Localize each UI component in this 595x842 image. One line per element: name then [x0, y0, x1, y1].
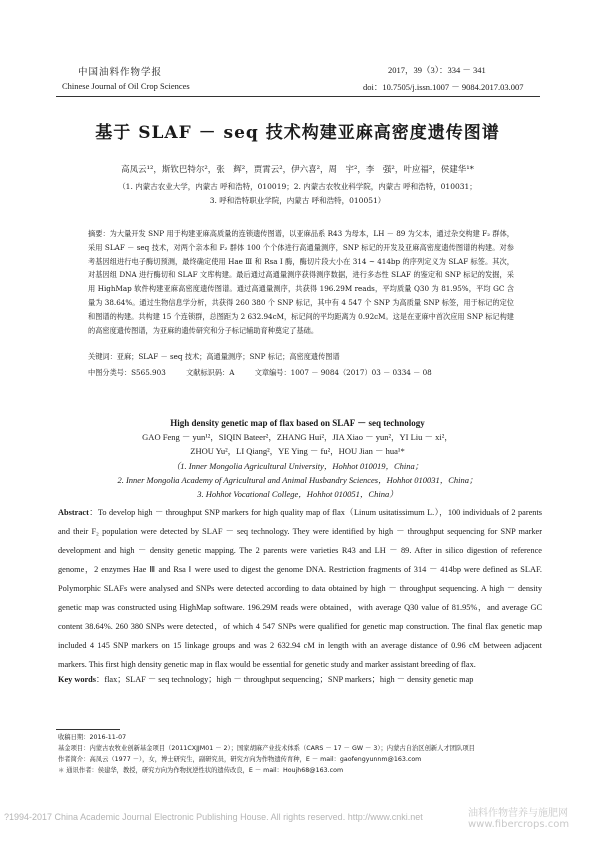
watermark [468, 808, 569, 830]
clc-number: 中图分类号：S565.903 [88, 368, 166, 377]
affiliation-cn-line: 3. 呼和浩特职业学院，内蒙古 呼和浩特，010051） [209, 196, 386, 205]
footnote-corresponding: ＊ 通讯作者：侯建华，教授，研究方向为作物抗逆性状的遗传改良，E － mail：Houjh68@163.com [58, 767, 344, 774]
affiliation-en-line: 3. Hohhot Vocational College，Hohhot 010051，China） [197, 489, 398, 499]
keywords-cn: 关键词：亚麻；SLAF － seq 技术；高通量测序；SNP 标记；高密度遗传图谱 [88, 352, 340, 361]
keywords-en-body: ：flax；SLAF － seq technology；high － throughput sequencing；SNP markers；high － density genetic map [96, 675, 474, 684]
affiliation-en-line: （1. Inner Mongolia Agricultural University，Hohhot 010019，China； [171, 461, 424, 471]
watermark-line: www.fibercrops.com [468, 819, 570, 830]
abstract-en-body: ：To develop high － throughput SNP markers for high quality map of flax（Linum usitatissimum L.），100 individuals of 2 parents and their F₂ population were detected by SLAF － seq technology. They were identified by high － throughput sequencing for SNP marker development and high － density genetic mapping. The 2 parents were varieties R43 and LH － 89. After in silico digestion of reference genome，2 enzymes Hae Ⅲ and Rsa Ⅰ were used to digest the genome DNA. Restriction fragments of 314 － 414bp were defined as SLAF. Polymorphic SLAFs were analysed and SNPs were detected according to data obtained by high － throughput sequencing. A high － density genetic map was constructed using HighMap software. 196.29M reads were obtained，with average Q30 value of 81.95%，and average GC content 38.64%. 260 380 SNPs were detected，of which 4 547 SNPs were qualified for genetic map construction. The final flax genetic map included 4 145 SNP markers on 15 linkage groups and was 2 632.94 cM in length with an average distance of 0.96 cM between adjacent markers. This first high density genetic map in flax would be essential for genetic study and marker assistant breeding of flax. [58, 508, 542, 669]
authors-en-line: GAO Feng － yun¹²，SIQIN Bateer²，ZHANG Hui²，JIA Xiao － yun²，YI Liu － xi²， [142, 432, 453, 442]
authors-cn: 高凤云¹²，斯钦巴特尔²，张 辉²，贾霄云²，伊六喜²，周 宇²，李 强²，叶应福²，侯建华¹* [121, 165, 474, 175]
authors-en-line: ZHOU Yu²，LI Qiang²，YE Ying － fu²，HOU Jian － hua¹* [190, 446, 405, 456]
keywords-en [58, 670, 542, 689]
title-cn: 基于 SLAF － seq 技术构建亚麻高密度遗传图谱 [95, 123, 500, 143]
journal-name-en: Chinese Journal of Oil Crop Sciences [62, 81, 190, 91]
keywords-en-label: Key words [58, 675, 97, 684]
journal-name-cn: 中国油料作物学报 [78, 67, 163, 78]
article-number: 文章编号：1007 － 9084（2017）03 － 0334 － 08 [254, 368, 432, 377]
classification-cn [88, 368, 450, 378]
affiliation-en-line: 2. Inner Mongolia Academy of Agricultural and Animal Husbandry Sciences，Hohhot 010031，China； [117, 475, 478, 485]
footnote-received: 收稿日期：2016-11-07 [58, 734, 127, 741]
title-en: High density genetic map of flax based on SLAF － seq technology [170, 418, 425, 428]
affiliation-cn-line: （1. 内蒙古农业大学，内蒙古 呼和浩特，010019；2. 内蒙古农牧业科学院，内蒙古 呼和浩特，010031； [118, 182, 477, 191]
copyright-footer: ?1994-2017 China Academic Journal Electronic Publishing House. All rights reserved. http://www.cnki.net [4, 812, 423, 822]
footnote-rule [56, 729, 120, 730]
doi: doi：10.7505/j.issn.1007 － 9084.2017.03.007 [363, 82, 524, 92]
footnote-author-bio: 作者简介：高凤云（1977 －），女，博士研究生，副研究员，研究方向为作物遗传育种，E － mail：gaofengyunnm@163.com [58, 756, 422, 763]
abstract-en [58, 503, 542, 674]
abstract-en-label: Abstract [58, 508, 89, 517]
abstract-cn: 摘要：为大量开发 SNP 用于构建亚麻高质量的连锁遗传图谱，以亚麻品系 R43 为母本，LH － 89 为父本，通过杂交构建 F₂ 群体，采用 SLAF － seq 技术，对两个亲本和 F₂ 群体 100 个个体进行高通量测序，SNP 标记的开发及亚麻高密度遗传图谱的构建。对参考基因组进行电子酶切预测，最终确定使用 Hae Ⅲ 和 Rsa Ⅰ 酶，酶切片段大小在 314 ~ 414bp 的序列定义为 SLAF 标签。其次，对基因组 DNA 进行酶切和 SLAF 文库构建。最后通过高通量测序获得测序数据，进行多态性 SLAF 的鉴定和 SNP 标记的发掘，采用 HighMap 软件构建亚麻高密度遗传图谱。通过高通量测序，共获得 196.29M reads，平均质量 Q30 为 81.95%，平均 GC 含量为 38.64%。通过生物信息学分析，共获得 260 380 个 SNP 标记，其中有 4 547 个 SNP 为高质量 SNP 标签，用于标记的定位和图谱的构建。共构建 15 个连锁群，总图距为 2 632.94cM，标记间的平均距离为 0.92cM。这是在亚麻中首次应用 SNP 标记构建的高密度遗传图谱，为亚麻的遗传研究和分子标记辅助育种奠定了基础。 [88, 229, 514, 335]
header-rule [56, 96, 540, 97]
watermark-line: 油料作物营养与施肥网 [468, 808, 568, 819]
volume-pages: 2017，39（3）：334 － 341 [388, 65, 486, 75]
document-code: 文献标识码：A [186, 368, 235, 377]
footnote-funding: 基金项目：内蒙古农牧业创新基金项目（2011CXJJM01 － 2）；国家胡麻产业技术体系（CARS － 17 － GW － 3）；内蒙古自治区创新人才团队项目 [58, 745, 475, 752]
